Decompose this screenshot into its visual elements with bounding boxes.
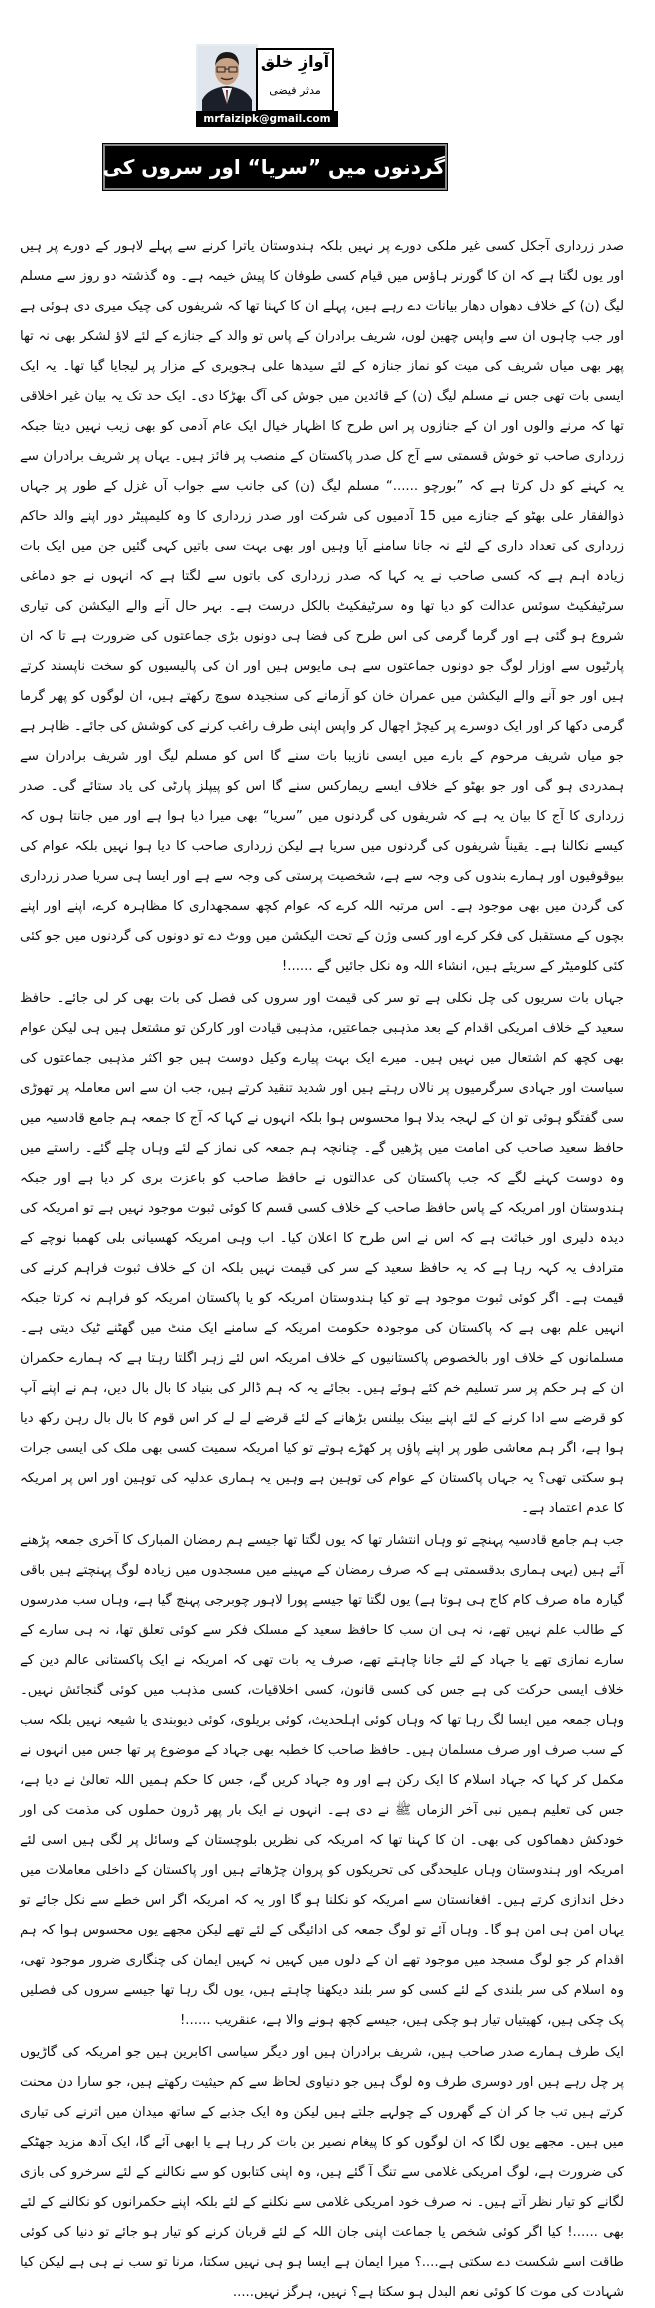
article-paragraph-1: صدر زرداری آجکل کسی غیر ملکی دورے پر نہیں بلکہ ہندوستان یاترا کرنے سے پہلے لاہور کے دورے پر ہیں اور یوں لگتا ہے کہ ان کا گورنر ہاؤس میں قیام کسی طوفان کا پیش خیمہ ہے۔ وہ گذشتہ دو روز سے مسلم لیگ (ن) کے خلاف دھواں دھار بیانات دے رہے ہیں، پہلے ان کا کہنا تھا کہ شریفوں کی چیک میری دی ہوئی ہے اور جب چاہوں ان سے واپس چھین لوں، شریف برادران کے پاس تو والد کے جنازے کے لئے لاؤ لشکر بھی نہ تھا پھر بھی میاں شریف کی میت کو نماز جنازہ کے لئے سیدھا علی ہجویری کے مزار پر لیجایا گیا تھا۔ یہ ایک ایسی بات تھی جس نے مسلم لیگ (ن) کے قائدین میں جوش کی آگ بھڑکا دی۔ ایک حد تک یہ بیان غیر اخلاقی تھا کہ مرنے والوں اور ان کے جنازوں پر اس طرح کا اظہار خیال ایک عام آدمی کو بھی زیب نہیں دیتا جبکہ زرداری صاحب تو خوش قسمتی سے آج کل صدر پاکستان کے منصب پر فائز ہیں۔ یہاں پر شریف برادران سے یہ کہنے کو دل کرتا ہے کہ ”بورچو ......“ مسلم لیگ (ن) کی جانب سے جواب آں غزل کے طور پر جہاں ذوالفقار علی بھٹو کے جنازے میں 15 آدمیوں کی شرکت اور صدر زرداری کا وہ کلیمپیٹر دور اپنے والد حاکم زرداری کی تعداد داری کے لئے نہ جانا سامنے آیا وہیں اور بھی بہت سی باتیں کہی گئیں جن میں ایک بات زیادہ اہم ہے کہ کسی صاحب نے یہ کہا کہ صدر زرداری کی باتوں سے لگتا ہے کہ انہوں نے جو دماغی سرٹیفکیٹ سوئس عدالت کو دیا تھا وہ سرٹیفکیٹ بالکل درست ہے۔ بہر حال آنے والے الیکشن کی تیاری شروع ہو گئی ہے اور گرما گرمی کی اس طرح کی فضا ہی دونوں بڑی جماعتوں کی ضرورت ہے تا کہ ان پارٹیوں سے اوزار لوگ جو دونوں جماعتوں سے ہی مایوس ہیں اور ان کی پالیسیوں کو سخت ناپسند کرتے ہیں اور جو آنے والے الیکشن میں عمران خان کو آزمانے کی سنجیدہ سوچ رکھتے ہیں، ان لوگوں کو پھر گرما گرمی دکھا کر اور ایک دوسرے پر کیچڑ اچھال کر واپس اپنی طرف راغب کرنے کی کوشش کی جائے۔ ظاہر ہے جو میاں شریف مرحوم کے بارے میں ایسی نازیبا بات سنے گا اس کو مسلم لیگ اور شریف برادران سے ہمدردی ہو گی اور جو بھٹو کے خلاف ایسے ریمارکس سنے گا اس کو پیپلز پارٹی کی یاد ستائے گی۔ صدر زرداری کا آج کا بیان یہ ہے کہ شریفوں کی گردنوں میں ”سریا“ بھی میرا دیا ہوا ہے اور میں جانتا ہوں کہ کیسے نکالنا ہے۔ یقیناً شریفوں کی گردنوں میں سریا ہے لیکن زرداری صاحب کا دیا ہوا نہیں بلکہ عوام کی بیوقوفیوں اور ہمارے بندوں کی وجہ سے ہے، شخصیت پرستی کی وجہ سے ہے اور ایسا ہی سریا صدر زرداری کی گردن میں بھی موجود ہے۔ اس مرتبہ اللہ کرے کہ عوام کچھ سمجھداری کا مظاہرہ کرے، اپنے اور اپنے بچوں کے مستقبل کی فکر کرے اور کسی وژن کے تحت الیکشن میں ووٹ دے تو دونوں کی گردنوں میں جو کئی کئی کلومیٹر کے سریئے ہیں، انشاء اللہ وہ نکل جائیں گے ......!: [20, 239, 624, 974]
column-masthead: [196, 44, 338, 128]
author-email: mrfaizipk@gmail.com: [196, 111, 338, 127]
article-paragraph-2: جہاں بات سریوں کی چل نکلی ہے تو سر کی قیمت اور سروں کی فصل کی بات بھی کر لی جائے۔ حافظ سعید کے خلاف امریکی اقدام کے بعد مذہبی جماعتیں، مذہبی قیادت اور کارکن تو مشتعل ہیں ہی لیکن عوام بھی کچھ کم اشتعال میں نہیں ہیں۔ میرے ایک بہت پیارے وکیل دوست ہیں جو اکثر مذہبی جماعتوں کی سیاست اور جہادی سرگرمیوں پر نالاں رہتے ہیں اور شدید تنقید کرتے ہیں، جب ان سے اس معاملہ پر تھوڑی سی گفتگو ہوئی تو ان کے لہجہ بدلا ہوا محسوس ہوا بلکہ انہوں نے کہا کہ آج کا جمعہ ہم جامع قادسیہ میں حافظ سعید صاحب کی امامت میں پڑھیں گے۔ چنانچہ ہم جمعہ کی نماز کے لئے وہاں چلے گئے۔ راستے میں وہ دوست کہنے لگے کہ جب پاکستان کی عدالتوں نے حافظ صاحب کو باعزت بری کر دیا ہے اور جبکہ ہندوستان اور امریکہ کے پاس حافظ صاحب کے خلاف کسی قسم کا کوئی ثبوت موجود نہیں ہے تو امریکہ کی دیدہ دلیری اور خباثت ہے کہ اس نے اس طرح کا اعلان کیا۔ اب وہی امریکہ کھسیانی بلی کھمبا نوچے کے مترادف یہ کہہ رہا ہے کہ یہ حافظ سعید کے سر کی قیمت نہیں بلکہ ان کے خلاف ثبوت فراہم کرنے کی قیمت ہے۔ اگر کوئی ثبوت موجود ہے تو کیا ہندوستان امریکہ کو یا پاکستان امریکہ کو فراہم نہ کرتا جبکہ انہیں علم بھی ہے کہ پاکستان کی موجودہ حکومت امریکہ کے سامنے ایک منٹ میں گھٹنے ٹیک دیتی ہے۔ مسلمانوں کے خلاف اور بالخصوص پاکستانیوں کے خلاف امریکہ اس لئے زہر اگلتا رہتا ہے کہ ہمارے حکمران ان کے ہر حکم پر سر تسلیم خم کئے ہوئے ہیں۔ بجائے یہ کہ ہم ڈالر کی بنیاد کا بال بال دیں، ہم نے اپنے آپ کو قرضے سے ادا کرنے کے لئے اپنے بینک بیلنس بڑھانے کے لئے قرضے لے لے کر اس قوم کا بال بال رہن رکھ دیا ہوا ہے، اگر ہم معاشی طور پر اپنے پاؤں پر کھڑے ہوتے تو کیا امریکہ سمیت کسی بھی ملک کی ایسی جرات ہو سکتی تھی؟ یہ جہاں پاکستان کے عوام کی توہین ہے وہیں یہ ہماری عدلیہ کی توہین اور اس پر امریکہ کا عدم اعتماد ہے۔: [20, 991, 624, 1516]
article-headline: گردنوں میں ”سریا“ اور سروں کی فصلیں: [28, 155, 445, 179]
article-body: [20, 232, 624, 2300]
author-name: مدثر فیضی: [269, 84, 321, 97]
column-name: آوازِ خلق: [260, 52, 330, 71]
author-photo: [196, 44, 258, 116]
article-paragraph-4: ایک طرف ہمارے صدر صاحب ہیں، شریف برادران ہیں اور دیگر سیاسی اکابرین ہیں جو امریکہ کی گاڑیوں پر چل رہے ہیں اور دوسری طرف وہ لوگ ہیں جو دنیاوی لحاظ سے کم حیثیت رکھتے ہیں، جو سارا دن محنت کرتے ہیں تب جا کر ان کے گھروں کے چولہے جلتے ہیں لیکن وہ ایک جذبے کے ساتھ میدان میں اترنے کی تیاری میں ہیں۔ مجھے یوں لگا کہ ان لوگوں کو کا پیغام نصیر بن بات کر رہا ہے یا ابھی آئے گا، ایک آدھ مزید جھٹکے کی ضرورت ہے، لوگ امریکی غلامی سے تنگ آ گئے ہیں، وہ اپنی کتابوں کو سے نکالنے کے لئے سرخرو کی بازی لگانے کو تیار نظر آتے ہیں۔ نہ صرف خود امریکی غلامی سے نکلنے کے لئے بلکہ اپنے حکمرانوں کو نکالنے کے لئے بھی ......! کیا اگر کوئی شخص یا جماعت اپنی جان اللہ کے لئے قربان کرنے کو تیار ہو جائے تو دنیا کی کوئی طاقت اسے شکست دے سکتی ہے....؟ میرا ایمان ہے ایسا ہو ہی نہیں سکتا، مرنا تو سب نے ہی ہے لیکن کیا شہادت کی موت کا کوئی نعم البدل ہو سکتا ہے؟ نہیں، ہرگز نہیں.....: [20, 2045, 624, 2300]
author-portrait-illustration: [196, 44, 258, 116]
article-paragraph-3: جب ہم جامع قادسیہ پہنچے تو وہاں انتشار تھا کہ یوں لگتا تھا جیسے ہم رمضان المبارک کا آخری جمعہ پڑھنے آئے ہیں (یہی ہماری بدقسمتی ہے کہ صرف رمضان کے مہینے میں مسجدوں میں زیادہ لوگ پہنچتے ہیں باقی گیارہ ماہ صرف کام کاج ہی ہوتا ہے) یوں لگتا تھا جیسے پورا لاہور چوبرجی پہنچ گیا ہے، وہاں سب مدرسوں کے طالب علم نہیں تھے، نہ ہی ان سب کا حافظ سعید کے مسلک فکر سے کوئی تعلق تھا، نہ ہی سارے کے سارے نمازی تھے یا جہاد کے لئے جانا چاہتے تھے، صرف یہ بات تھی کہ امریکہ نے ایک پاکستانی عالم دین کے خلاف ایسی حرکت کی ہے جس کی کسی قانون، کسی اخلاقیات، کسی مذہب میں کوئی گنجائش نہیں۔ وہاں جمعہ میں ایسا لگ رہا تھا کہ وہاں کوئی اہلحدیث، کوئی بریلوی، کوئی دیوبندی یا شیعہ نہیں بلکہ سب کے سب صرف اور صرف مسلمان ہیں۔ حافظ صاحب کا خطبہ بھی جہاد کے موضوع پر تھا جس میں انہوں نے مکمل کر کہا کہ جہاد اسلام کا ایک رکن ہے اور وہ جہاد کریں گے، جس کا حکم ہمیں اللہ تعالیٰ نے دیا ہے، جس کی تعلیم ہمیں نبی آخر الزماں ﷺ نے دی ہے۔ انہوں نے ایک بار پھر ڈرون حملوں کی مذمت کی اور خودکش دھماکوں کی بھی۔ ان کا کہنا تھا کہ امریکہ کی نظریں بلوچستان کے وسائل پر لگی ہیں اسی لئے امریکہ اور ہندوستان وہاں علیحدگی کی تحریکوں کو پروان چڑھاتے ہیں اور پاکستان کے داخلی معاملات میں دخل اندازی کرتے ہیں۔ افغانستان سے امریکہ کو نکلنا ہو گا اور یہ کہ امریکہ اگر اس خطے سے نکل جائے تو یہاں امن ہی امن ہو گا۔ وہاں آئے تو لوگ جمعہ کی ادائیگی کے لئے تھے لیکن مجھے یوں محسوس ہوا کہ ہم اقدام کر جو لوگ مسجد میں موجود تھے ان کے دلوں میں کہیں نہ کہیں ایمان کی چنگاری ضرور موجود تھی، وہ اسلام کی سر بلندی کے لئے کسی کو سر بلند دیکھنا چاہتے ہیں، یوں لگ رہا تھا جیسے سروں کی فصلیں پک چکی ہیں، کھیتیاں تیار ہو چکی ہیں، جیسے کچھ ہونے والا ہے، عنقریب ......!: [20, 1533, 624, 2028]
column-brand-box: [256, 48, 334, 112]
headline-banner: [28, 144, 447, 190]
